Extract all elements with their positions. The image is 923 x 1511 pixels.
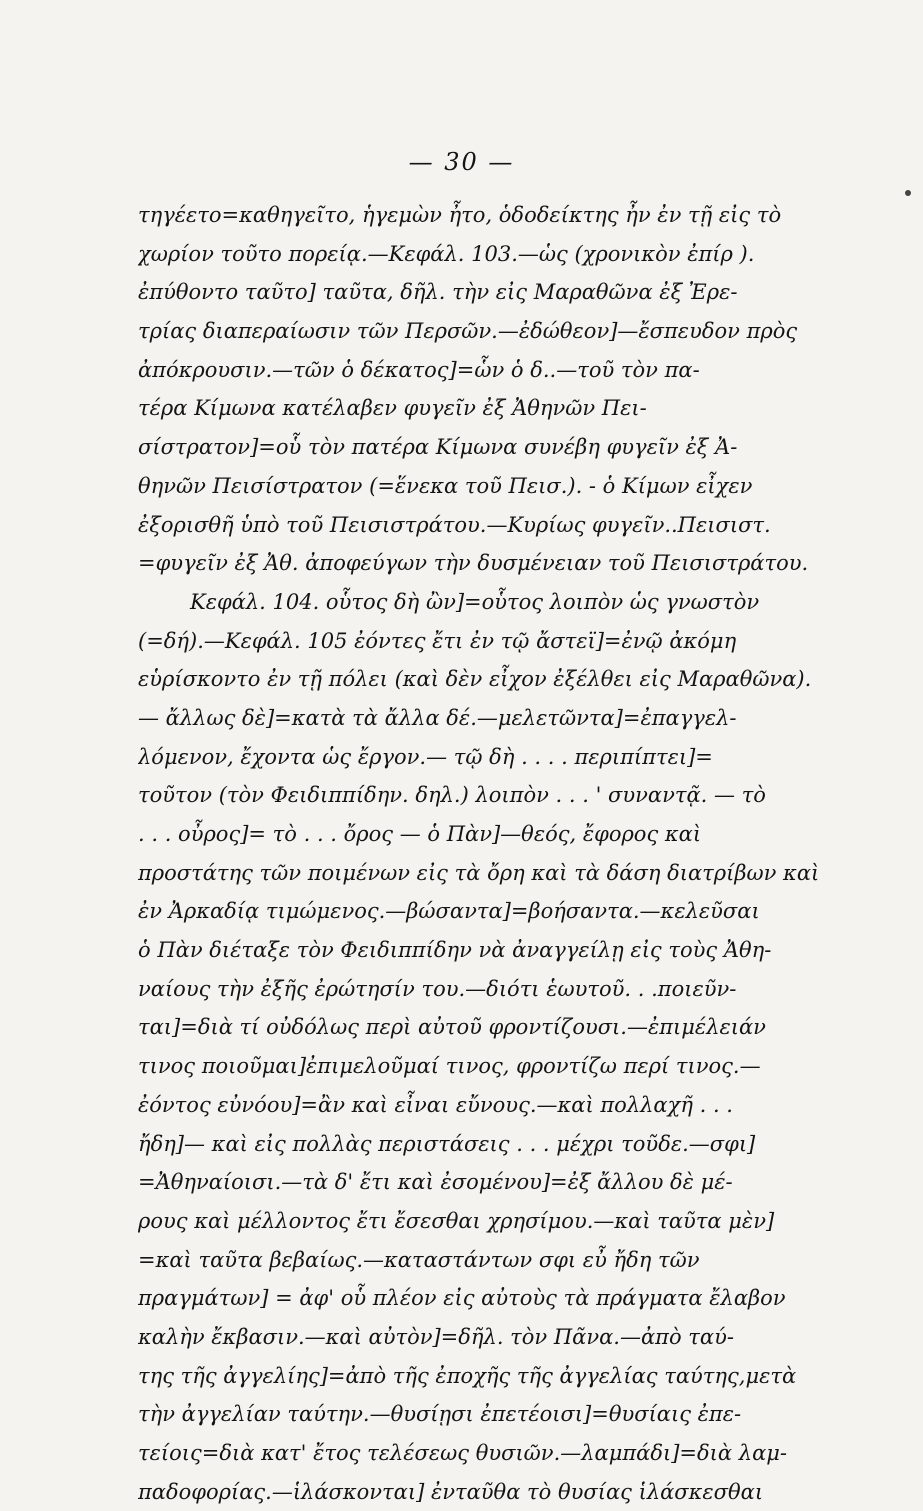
- text-line: σίστρατον]=οὗ τὸν πατέρα Κίμωνα συνέβη φυγεῖν ἐξ Ἀ-: [138, 435, 738, 460]
- text-line: καλὴν ἔκβασιν.—καὶ αὐτὸν]=δῆλ. τὸν Πᾶνα.—ἀπὸ ταύ-: [138, 1324, 734, 1349]
- text-line: — ἄλλως δὲ]=κατὰ τὰ ἄλλα δέ.—μελετῶντα]=ἐπαγγελ-: [138, 705, 737, 730]
- page-number: — 30 —: [408, 148, 515, 176]
- text-line: παδοφορίας.—ἱλάσκονται] ἐνταῦθα τὸ θυσίας ἱλάσκεσθαι: [138, 1479, 764, 1504]
- text-line: ὁ Πὰν διέταξε τὸν Φειδιππίδην νὰ ἀναγγείλῃ εἰς τοὺς Ἀθη-: [138, 938, 772, 963]
- text-line: ἤδη]— καὶ εἰς πολλὰς περιστάσεις . . . μέχρι τοῦδε.—σφι]: [138, 1131, 756, 1156]
- text-line: ναίους τὴν ἐξῆς ἐρώτησίν του.—διότι ἑωυτοῦ. . .ποιεῦν-: [138, 976, 737, 1001]
- text-line: λόμενον, ἔχοντα ὡς ἔργον.— τῷ δὴ . . . . περιπίπτει]=: [138, 744, 713, 769]
- commentary-text: [138, 196, 858, 1511]
- text-line: τείοις=διὰ κατ' ἔτος τελέσεως θυσιῶν.—λαμπάδι]=διὰ λαμ-: [138, 1441, 788, 1465]
- text-line: πραγμάτων] = ἀφ' οὗ πλέον εἰς αὐτοὺς τὰ πράγματα ἔλαβον: [138, 1286, 786, 1311]
- text-line: (=δή).—Κεφάλ. 105 ἐόντες ἔτι ἐν τῷ ἄστεϊ]=ἐνῷ ἀκόμη: [138, 628, 737, 653]
- text-line: της τῆς ἀγγελίης]=ἀπὸ τῆς ἐποχῆς τῆς ἀγγελίας ταύτης,μετὰ: [138, 1363, 797, 1388]
- text-line: τοῦτον (τὸν Φειδιππίδην. δηλ.) λοιπὸν . . . ' συναντᾷ. — τὸ: [138, 783, 766, 808]
- text-line: ἐν Ἀρκαδίᾳ τιμώμενος.—βώσαντα]=βοήσαντα.—κελεῦσαι: [138, 899, 760, 924]
- text-line: . . . οὖρος]= τὸ . . . ὄρος — ὁ Πὰν]—θεός, ἔφορος καὶ: [138, 822, 702, 846]
- text-line: ἐόντος εὐνόου]=ἂν καὶ εἶναι εὔνους.—καὶ πολλαχῆ . . .: [138, 1092, 733, 1117]
- text-line: =φυγεῖν ἐξ Ἀθ. ἀποφεύγων τὴν δυσμένειαν τοῦ Πεισιστράτου.: [138, 551, 809, 576]
- text-line: προστάτης τῶν ποιμένων εἰς τὰ ὄρη καὶ τὰ δάση διατρίβων καὶ: [138, 860, 820, 885]
- text-line: τὴν ἀγγελίαν ταύτην.—θυσίῃσι ἐπετέοισι]=θυσίαις ἐπε-: [138, 1402, 742, 1427]
- text-line: ται]=διὰ τί οὐδόλως περὶ αὐτοῦ φροντίζουσι.—ἐπιμέλειάν: [138, 1015, 766, 1040]
- text-line: τινος ποιοῦμαι]ἐπιμελοῦμαί τινος, φροντίζω περί τινος.—: [138, 1054, 761, 1079]
- paper-speck: [905, 190, 911, 196]
- text-line: θηνῶν Πεισίστρατον (=ἕνεκα τοῦ Πεισ.). - ὁ Κίμων εἶχεν: [138, 473, 753, 498]
- text-line: τρίας διαπεραίωσιν τῶν Περσῶν.—ἐδώθεον]—ἔσπευδον πρὸς: [138, 319, 798, 344]
- text-line: ἀπόκρουσιν.—τῶν ὁ δέκατος]=ὧν ὁ δ..—τοῦ τὸν πα-: [138, 357, 700, 382]
- text-line: εὑρίσκοντο ἐν τῇ πόλει (καὶ δὲν εἶχον ἐξέλθει εἰς Μαραθῶνα).: [138, 667, 812, 692]
- text-line: χωρίον τοῦτο πορείᾳ.—Κεφάλ. 103.—ὡς (χρονικὸν ἐπίρ ).: [138, 241, 755, 266]
- text-line: ρους καὶ μέλλοντος ἔτι ἔσεσθαι χρησίμου.—καὶ ταῦτα μὲν]: [138, 1208, 775, 1233]
- text-line: τηγέετο=καθηγεῖτο, ἡγεμὼν ἦτο, ὁδοδείκτης ἦν ἐν τῇ εἰς τὸ: [138, 203, 782, 227]
- text-line: τέρα Κίμωνα κατέλαβεν φυγεῖν ἐξ Ἀθηνῶν Πει-: [138, 396, 647, 421]
- text-line: =Ἀθηναίοισι.—τὰ δ' ἔτι καὶ ἐσομένου]=ἐξ ἄλλου δὲ μέ-: [138, 1170, 733, 1195]
- text-line: =καὶ ταῦτα βεβαίως.—καταστάντων σφι εὖ ἤδη τῶν: [138, 1247, 700, 1272]
- text-line: ἐξορισθῆ ὑπὸ τοῦ Πεισιστράτου.—Κυρίως φυγεῖν..Πεισιστ.: [138, 512, 771, 537]
- text-line: ἐπύθοντο ταῦτο] ταῦτα, δῆλ. τὴν εἰς Μαραθῶνα ἐξ Ἐρε-: [138, 280, 738, 305]
- text-line: Κεφάλ. 104. οὗτος δὴ ὢν]=οὗτος λοιπὸν ὡς γνωστὸν: [190, 589, 760, 614]
